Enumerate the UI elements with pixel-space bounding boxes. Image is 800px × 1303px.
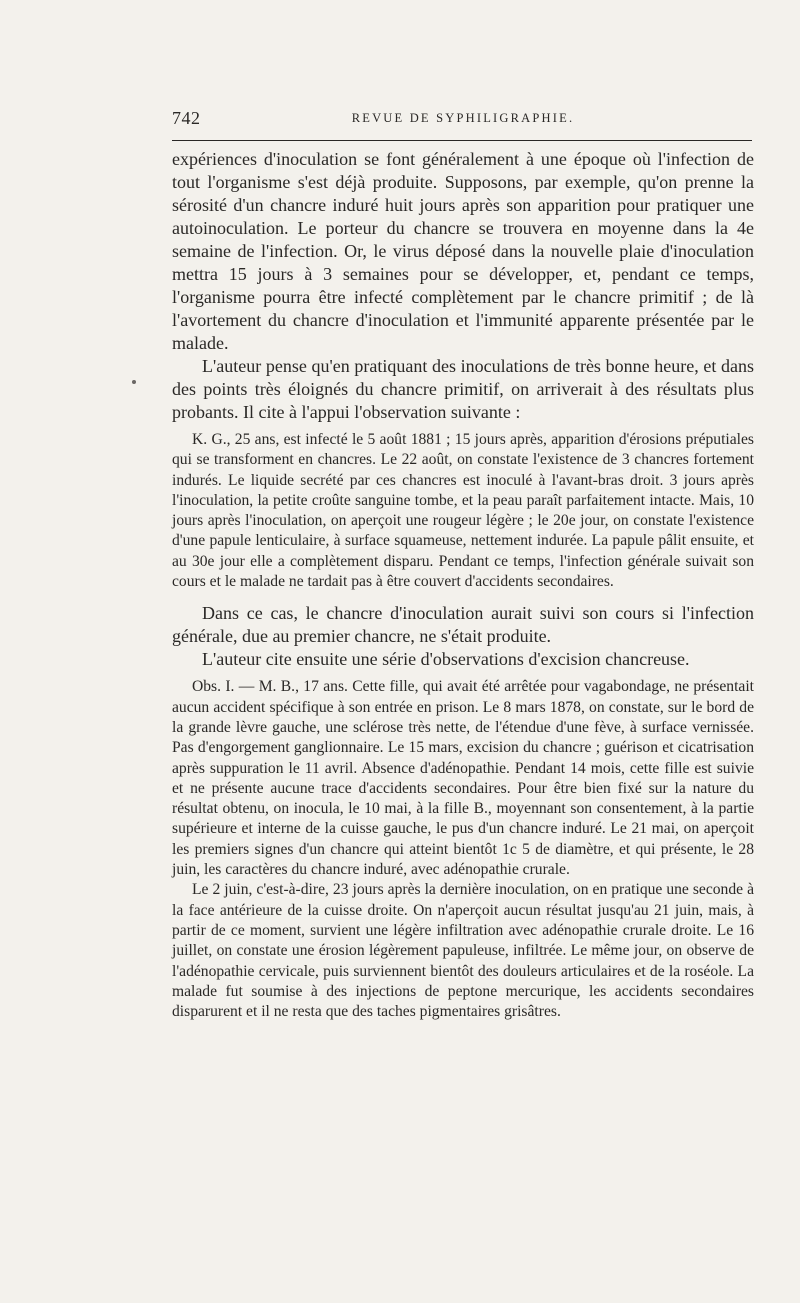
paragraph-author-hypothesis: L'auteur pense qu'en pratiquant des inoculations de très bonne heure, et dans des points très éloignés du chancre primitif, on arriverait à des résultats plus probants. Il cite à l'appui l'observation suivante : [172, 356, 754, 422]
observation-kg-case: K. G., 25 ans, est infecté le 5 août 1881 ; 15 jours après, apparition d'érosions préputiales qui se transforment en chancres. Le 22 août, on constate l'existence de 3 chancres fortement indurés. Le liquide secrété par ces chancres est inoculé à l'avant-bras droit. 3 jours après l'inoculation, la petite croûte sanguine tombe, et la peau paraît parfaitement intacte. Mais, 10 jours après l'inoculation, on aperçoit une rougeur légère ; le 20e jour, on constate l'existence d'une papule lenticulaire, à surface squameuse, nettement indurée. La papule pâlit ensuite, et au 30e jour elle a complètement disparu. Pendant ce temps, l'infection générale suivait son cours et le malade ne tardait pas à être couvert d'accidents secondaires. [172, 431, 754, 591]
running-head: REVUE DE SYPHILIGRAPHIE. [351, 111, 575, 125]
paragraph-case-conclusion: Dans ce cas, le chancre d'inoculation aurait suivi son cours si l'infection générale, due au premier chancre, ne s'était produite. [172, 603, 754, 647]
page-header [172, 108, 754, 128]
header-rule [172, 140, 752, 141]
paragraph-inoculation-timing: expériences d'inoculation se font généralement à une époque où l'infection de tout l'organisme s'est déjà produite. Supposons, par exemple, qu'on prenne la sérosité d'un chancre induré huit jours après son apparition pour pratiquer une autoinoculation. Le porteur du chancre se trouvera en moyenne dans la 4e semaine de l'infection. Or, le virus déposé dans la nouvelle plaie d'inoculation mettra 15 jours à 3 semaines pour se développer, et, pendant ce temps, l'organisme pourra être infecté complètement par le chancre primitif ; de là l'avortement du chancre d'inoculation et l'immunité apparente présentée par le malade. [172, 149, 754, 353]
observation-obs-i: Obs. I. — M. B., 17 ans. Cette fille, qui avait été arrêtée pour vagabondage, ne présentait aucun accident spécifique à son entrée en prison. Le 8 mars 1878, on constate, sur le bord de la grande lèvre gauche, une sclérose très nette, de l'étendue d'une fève, à surface vernissée. Pas d'engorgement ganglionnaire. Le 15 mars, excision du chancre ; guérison et cicatrisation après suppuration le 11 avril. Absence d'adénopathie. Pendant 14 mois, cette fille est suivie et ne présente aucune trace d'accidents secondaires. Pour être bien fixé sur la nature du résultat obtenu, on inocula, le 10 mai, à la fille B., moyennant son consentement, à la partie supérieure et interne de la cuisse gauche, le pus d'un chancre induré. Le 21 mai, on aperçoit les premiers signes d'un chancre qui atteint bientôt 1c 5 de diamètre, et qui présente, le 28 juin, les caractères du chancre induré, avec adénopathie crurale. [172, 678, 754, 879]
paragraph-excision-series: L'auteur cite ensuite une série d'observations d'excision chancreuse. [202, 649, 690, 670]
margin-mark [132, 380, 136, 384]
body-text [172, 148, 754, 1022]
spacer [172, 592, 754, 602]
page-number: 742 [172, 108, 201, 128]
observation-obs-i-continued: Le 2 juin, c'est-à-dire, 23 jours après la dernière inoculation, on en pratique une seconde à la face antérieure de la cuisse droite. On n'aperçoit aucun résultat jusqu'au 21 juin, mais, à partir de ce moment, survient une légère infiltration avec adénopathie crurale droite. Le 16 juillet, on constate une érosion légèrement papuleuse, infiltrée. Le même jour, on observe de l'adénopathie cervicale, puis surviennent bientôt des douleurs articulaires et de la roséole. La malade fut soumise à des injections de peptone mercurique, les accidents secondaires disparurent et il ne resta que des taches pigmentaires grisâtres. [172, 881, 754, 1021]
